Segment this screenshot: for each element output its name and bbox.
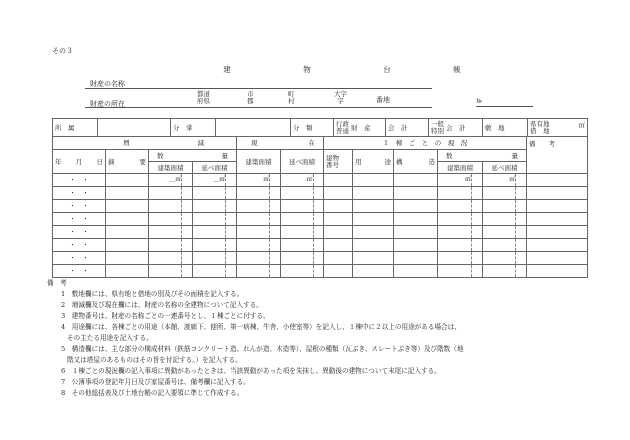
note-item: 6 １棟ごとの現況欄の記入事項に異動があったときは、当該異動があった項を朱抹し、異動後の建物について末尾に記入する。 xyxy=(61,367,441,375)
area-value: ＿㎡ xyxy=(149,174,182,186)
table-cell[interactable] xyxy=(483,265,527,278)
table-row xyxy=(53,213,588,226)
summary-header: 摘 要 xyxy=(106,150,149,174)
table-cell[interactable] xyxy=(438,187,483,200)
affiliation-label: 所 属 xyxy=(53,119,98,137)
floor-area-header: 延べ面積 xyxy=(483,162,527,174)
table-cell[interactable] xyxy=(483,239,527,252)
table-row xyxy=(53,187,588,200)
area-value xyxy=(149,239,182,251)
table-cell[interactable] xyxy=(281,265,324,278)
table-cell[interactable] xyxy=(353,226,394,239)
table-row xyxy=(53,226,588,239)
table-cell[interactable] xyxy=(106,252,149,265)
table-cell[interactable] xyxy=(193,213,237,226)
table-cell[interactable]: ・ ・ xyxy=(53,200,106,213)
property-location-field[interactable] xyxy=(85,107,432,108)
table-cell[interactable] xyxy=(281,239,324,252)
table-cell[interactable] xyxy=(353,265,394,278)
area-value xyxy=(483,213,516,225)
area-value xyxy=(237,239,270,251)
table-cell[interactable] xyxy=(149,213,193,226)
area-value xyxy=(237,213,270,225)
current-header: 現 在 xyxy=(237,137,324,150)
note-item: 3 建物番号は、財産の名称ごとの一連番号とし、１棟ごとに付する。 xyxy=(61,312,270,320)
area-value xyxy=(149,252,182,264)
area-value: ㎡ xyxy=(438,174,472,186)
note-item: 5 構造欄には、主な部分の構成材料（鉄筋コンクリート造、れんが造、木造等）、屋根の種類（瓦ぶき、スレートぶき等）及び階数（地 xyxy=(61,345,464,353)
table-cell[interactable] xyxy=(237,239,281,252)
area-value xyxy=(193,213,226,225)
table-cell[interactable]: ・ ・ xyxy=(53,265,106,278)
table-cell[interactable] xyxy=(394,265,438,278)
area-value xyxy=(483,239,516,251)
table-cell[interactable] xyxy=(483,200,527,213)
use-header: 用 途 xyxy=(353,150,394,174)
number-label: № xyxy=(476,98,482,105)
area-value xyxy=(483,265,516,277)
area-value xyxy=(281,226,314,238)
current-floor-area-header: 延べ面積 xyxy=(281,150,324,174)
building-quantity-header: 数 量 xyxy=(438,150,527,162)
table-cell[interactable] xyxy=(106,200,149,213)
address-city: 市 郡 xyxy=(247,90,254,105)
change-header: 増 減 xyxy=(53,137,237,150)
area-value: ㎡ xyxy=(483,174,516,186)
area-value: ㎡ xyxy=(237,174,270,186)
area-value xyxy=(149,213,182,225)
table-cell[interactable] xyxy=(353,187,394,200)
table-cell[interactable]: ・ ・ xyxy=(53,213,106,226)
table-cell[interactable] xyxy=(324,265,353,278)
note-item: 4 用途欄には、各棟ごとの用途（本館、渡廊下、便所、第一病棟、牛舎、小使室等）を記入し、１棟中に２以上の用途がある場合は、 xyxy=(61,323,461,331)
division-field[interactable] xyxy=(216,119,291,137)
table-cell[interactable] xyxy=(106,239,149,252)
table-cell[interactable] xyxy=(527,200,588,213)
table-cell[interactable] xyxy=(149,226,193,239)
quantity-header: 数 量 xyxy=(149,150,237,162)
table-cell[interactable] xyxy=(483,174,527,187)
area-value xyxy=(237,265,270,277)
area-value xyxy=(438,200,472,212)
table-cell[interactable] xyxy=(149,174,193,187)
site-label: 敷 地 xyxy=(483,119,528,137)
table-cell[interactable] xyxy=(193,252,237,265)
ledger-table xyxy=(52,136,588,278)
table-cell[interactable] xyxy=(438,252,483,265)
table-cell[interactable] xyxy=(324,213,353,226)
table-cell[interactable] xyxy=(438,239,483,252)
number-field[interactable] xyxy=(476,106,533,107)
table-cell[interactable] xyxy=(394,226,438,239)
table-cell[interactable] xyxy=(527,239,588,252)
table-cell[interactable] xyxy=(281,213,324,226)
table-cell[interactable] xyxy=(237,200,281,213)
site-field[interactable]: 県有地 借 地 ㎡ xyxy=(528,119,588,137)
table-cell[interactable] xyxy=(527,226,588,239)
table-cell[interactable] xyxy=(483,252,527,265)
table-cell[interactable] xyxy=(527,265,588,278)
current-building-area-header: 建築面積 xyxy=(237,150,281,174)
table-cell[interactable] xyxy=(281,200,324,213)
table-cell[interactable] xyxy=(193,265,237,278)
form-title xyxy=(197,64,497,75)
note-item: その主たる用途を記入する。 xyxy=(67,334,153,342)
table-cell[interactable] xyxy=(527,213,588,226)
date-header: 年 月 日 xyxy=(53,150,106,174)
table-cell[interactable] xyxy=(281,226,324,239)
table-cell[interactable]: ・ ・ xyxy=(53,252,106,265)
table-cell[interactable] xyxy=(353,174,394,187)
table-cell[interactable] xyxy=(438,265,483,278)
change-floor-area-header: 延べ面積 xyxy=(193,162,237,174)
remarks-header: 備 考 xyxy=(527,137,588,174)
table-cell[interactable] xyxy=(237,265,281,278)
table-cell[interactable] xyxy=(237,174,281,187)
area-value xyxy=(193,265,226,277)
per-building-header: １ 棟 ご と の 現 況 xyxy=(324,137,527,150)
area-value: ㎡ xyxy=(281,174,314,186)
table-cell[interactable] xyxy=(438,226,483,239)
table-cell[interactable] xyxy=(527,174,588,187)
table-row xyxy=(53,200,588,213)
table-cell[interactable] xyxy=(237,226,281,239)
area-value xyxy=(193,200,226,212)
area-value xyxy=(438,252,472,264)
area-value xyxy=(281,239,314,251)
area-value xyxy=(149,265,182,277)
table-cell[interactable] xyxy=(394,239,438,252)
table-row xyxy=(53,239,588,252)
area-value xyxy=(438,265,472,277)
table-cell[interactable] xyxy=(394,200,438,213)
table-cell[interactable] xyxy=(483,226,527,239)
table-cell[interactable] xyxy=(193,226,237,239)
building-no-header: 建物 番号 xyxy=(324,150,353,174)
area-value xyxy=(149,187,182,199)
table-cell[interactable] xyxy=(353,239,394,252)
table-cell[interactable] xyxy=(438,174,483,187)
area-value xyxy=(438,239,472,251)
area-value xyxy=(237,252,270,264)
table-row xyxy=(53,174,588,187)
table-cell[interactable] xyxy=(149,239,193,252)
table-cell[interactable] xyxy=(193,200,237,213)
title-char: 台 xyxy=(383,65,391,74)
area-value xyxy=(281,187,314,199)
table-cell[interactable] xyxy=(438,200,483,213)
table-cell[interactable] xyxy=(193,174,237,187)
area-value xyxy=(438,213,472,225)
table-cell[interactable] xyxy=(193,187,237,200)
note-item: 階又は塔屋のあるものはその旨を付記する。）を記入する。 xyxy=(67,356,242,364)
address-prefecture: 都道 府県 xyxy=(197,90,210,105)
notes-title: 備 考 xyxy=(47,279,67,287)
title-char: 建 xyxy=(223,65,231,74)
notes-section xyxy=(47,278,463,399)
area-value xyxy=(281,200,314,212)
area-value xyxy=(193,187,226,199)
table-cell[interactable] xyxy=(193,239,237,252)
table-cell[interactable] xyxy=(237,213,281,226)
area-value xyxy=(149,226,182,238)
address-banchi: 番地 xyxy=(376,96,390,104)
property-location-label: 財産の所在 xyxy=(90,100,125,108)
table-cell[interactable]: ・ ・ xyxy=(53,226,106,239)
area-value xyxy=(193,226,226,238)
change-building-area-header: 建築面積 xyxy=(149,162,193,174)
table-cell[interactable] xyxy=(324,252,353,265)
table-cell[interactable] xyxy=(237,252,281,265)
table-cell[interactable] xyxy=(324,187,353,200)
area-value xyxy=(438,187,472,199)
area-value xyxy=(193,252,226,264)
address-aza: 大字 字 xyxy=(334,90,347,105)
table-cell[interactable] xyxy=(394,213,438,226)
note-item: 8 その他総括表及び土地台帳の記入要領に準じて作成する。 xyxy=(61,389,244,397)
table-cell[interactable] xyxy=(106,226,149,239)
table-cell[interactable] xyxy=(438,213,483,226)
area-value xyxy=(237,226,270,238)
area-value xyxy=(193,239,226,251)
doc-label: その３ xyxy=(52,47,73,55)
table-cell[interactable] xyxy=(149,187,193,200)
table-cell[interactable] xyxy=(281,252,324,265)
address-town: 町 村 xyxy=(288,90,295,105)
area-value: ＿㎡ xyxy=(193,174,226,186)
table-cell[interactable] xyxy=(324,239,353,252)
table-cell[interactable] xyxy=(106,174,149,187)
admin-general-property[interactable]: 行政 普通 財 産 xyxy=(334,119,386,137)
area-value xyxy=(281,265,314,277)
table-cell[interactable] xyxy=(324,200,353,213)
area-value xyxy=(281,252,314,264)
table-cell[interactable] xyxy=(106,187,149,200)
table-cell[interactable] xyxy=(483,213,527,226)
table-cell[interactable] xyxy=(324,226,353,239)
division-label: 分 掌 xyxy=(171,119,216,137)
table-cell[interactable] xyxy=(527,187,588,200)
table-cell[interactable] xyxy=(149,252,193,265)
area-value xyxy=(483,226,516,238)
note-item: 2 増減欄及び現在欄には、財産の名称の全建物について記入する。 xyxy=(61,301,263,309)
table-cell[interactable] xyxy=(527,252,588,265)
table-cell[interactable] xyxy=(353,213,394,226)
table-cell[interactable] xyxy=(353,252,394,265)
table-cell[interactable] xyxy=(281,174,324,187)
affiliation-field[interactable] xyxy=(98,119,171,137)
area-value xyxy=(483,200,516,212)
area-value xyxy=(149,200,182,212)
area-value xyxy=(483,187,516,199)
property-name-label: 財産の名称 xyxy=(90,80,125,88)
table-row xyxy=(53,265,588,278)
table-cell[interactable] xyxy=(237,187,281,200)
table-cell[interactable] xyxy=(394,174,438,187)
table-cell[interactable] xyxy=(149,200,193,213)
table-cell[interactable] xyxy=(394,187,438,200)
table-cell[interactable] xyxy=(324,174,353,187)
account-label: 会 計 xyxy=(386,119,429,137)
general-special-account[interactable]: 一般 特別 会 計 xyxy=(429,119,483,137)
table-cell[interactable]: ・ ・ xyxy=(53,187,106,200)
note-item: 1 敷地欄には、県有地と借地の別及びその面積を記入する。 xyxy=(61,290,244,298)
table-row xyxy=(53,252,588,265)
table-cell[interactable] xyxy=(149,265,193,278)
building-area-header: 建築面積 xyxy=(438,162,483,174)
classification-label: 分 類 xyxy=(291,119,334,137)
table-cell[interactable] xyxy=(106,213,149,226)
area-value xyxy=(483,252,516,264)
table-cell[interactable]: ・ ・ xyxy=(53,239,106,252)
note-item: 7 公簿事項の登記年月日及び家屋番号は、備考欄に記入する。 xyxy=(61,378,250,386)
header-info-table xyxy=(52,118,588,137)
area-value xyxy=(237,200,270,212)
structure-header: 構 造 xyxy=(394,150,438,174)
area-value xyxy=(281,213,314,225)
area-value xyxy=(438,226,472,238)
table-cell[interactable] xyxy=(281,187,324,200)
title-char: 帳 xyxy=(453,65,461,74)
table-cell[interactable] xyxy=(483,187,527,200)
area-value xyxy=(237,187,270,199)
table-cell[interactable] xyxy=(106,265,149,278)
table-cell[interactable] xyxy=(394,252,438,265)
title-char: 物 xyxy=(303,65,311,74)
table-cell[interactable] xyxy=(353,200,394,213)
property-name-field[interactable] xyxy=(85,88,432,89)
table-cell[interactable]: ・ ・ xyxy=(53,174,106,187)
